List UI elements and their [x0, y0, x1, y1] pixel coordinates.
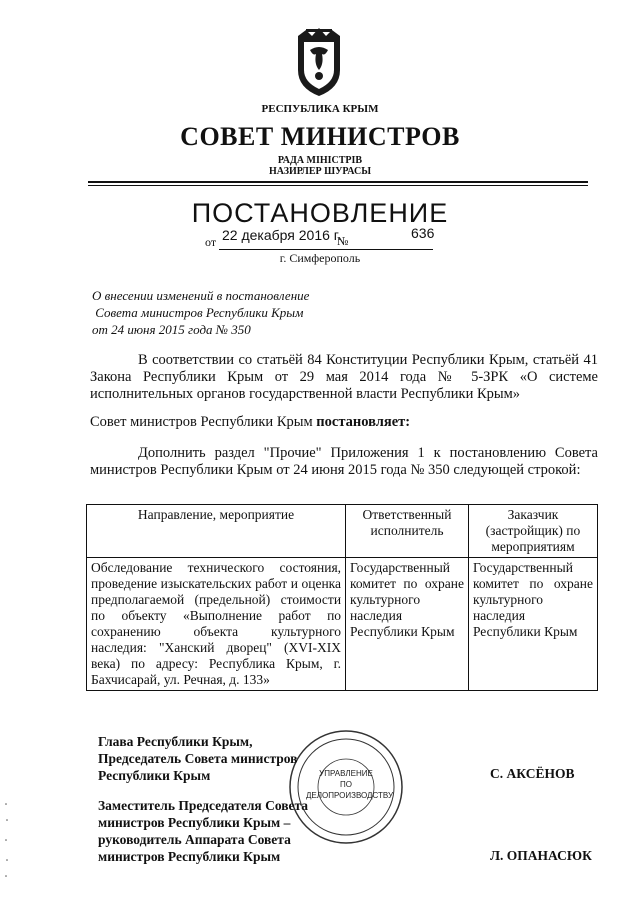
signatory-line: Заместитель Председателя Совета	[98, 798, 309, 813]
table-header: Ответственный исполнитель	[346, 505, 469, 558]
decree-city: г. Симферополь	[279, 251, 361, 265]
table-cell: Государственный комитет по охране культурного наследия Республики Крым	[346, 558, 469, 691]
resolution-keyword: постановляет:	[316, 414, 411, 430]
stamp-line: УПРАВЛЕНИЕ	[319, 769, 373, 778]
resolution-prefix: Совет министров Республики Крым	[90, 414, 317, 430]
table-cell: Государственный комитет по охране культурного наследия Республики Крым	[468, 558, 597, 691]
decree-date: 22 декабря 2016 г.	[222, 227, 342, 243]
signatory-title-head	[98, 733, 297, 784]
resolution-paragraph	[90, 414, 598, 431]
document-title: ПОСТАНОВЛЕНИЕ	[191, 198, 449, 228]
stamp-text	[306, 768, 394, 801]
header-divider	[88, 181, 588, 183]
council-title-ukrainian: РАДА МІНІСТРІВ	[277, 155, 363, 166]
number-underline	[349, 249, 433, 250]
signatory-title-deputy	[98, 797, 308, 865]
signatory-name-deputy: Л. ОПАНАСЮК	[490, 848, 592, 863]
signatory-line: министров Республики Крым	[98, 849, 281, 864]
table-header-row	[87, 505, 598, 558]
decree-number: 636	[411, 225, 435, 241]
subject-line: от 24 июня 2015 года № 350	[92, 322, 251, 337]
crimea-coat-of-arms-icon	[292, 26, 346, 98]
decree-subject	[92, 287, 392, 338]
header-divider-thin	[88, 185, 588, 186]
number-prefix: №	[337, 234, 349, 248]
stamp-line: ДЕЛОПРОИЗВОДСТВУ	[306, 791, 394, 800]
amendment-table	[86, 504, 598, 691]
table-header: Заказчик (застройщик) по мероприятиям	[468, 505, 597, 558]
subject-line: О внесении изменений в постановление	[92, 288, 310, 303]
table-row	[87, 558, 598, 691]
date-underline	[219, 249, 349, 250]
stamp-line: ПО	[340, 780, 352, 789]
signatory-line: Республики Крым	[98, 768, 211, 783]
table-header: Направление, мероприятие	[87, 505, 346, 558]
signatory-line: Председатель Совета министров	[98, 751, 298, 766]
subject-line: Совета министров Республики Крым	[92, 305, 304, 320]
date-prefix: от	[205, 235, 217, 249]
signatory-name-head: С. АКСЁНОВ	[490, 766, 575, 781]
republic-name: РЕСПУБЛИКА КРЫМ	[261, 103, 379, 115]
signatory-line: министров Республики Крым –	[98, 815, 291, 830]
amendment-paragraph: Дополнить раздел "Прочие" Приложения 1 к постановлению Совета министров Республики Крым от 24 июня 2015 года № 350 следующей строкой:	[90, 445, 598, 478]
council-title: СОВЕТ МИНИСТРОВ	[180, 122, 460, 151]
council-title-crimean-tatar: НАЗИРЛЕР ШУРАСЫ	[268, 166, 372, 177]
preamble-paragraph: В соответствии со статьёй 84 Конституции Республики Крым, статьёй 41 Закона Республики Крым от 29 мая 2014 года № 5-ЗРК «О системе исполнительных органов государственной власти Республики Крым»	[90, 352, 598, 402]
table-cell: Обследование технического состояния, проведение изыскательских работ и оценка предполагаемой (предельной) стоимости по объекту «Выполнение работ по сохранению объекта культурного наследия: "Ханский дворец" (XVI-XIX века) по адресу: Республика Крым, г. Бахчисарай, ул. Речная, д. 133»	[87, 558, 346, 691]
signatory-line: руководитель Аппарата Совета	[98, 832, 291, 847]
signatory-line: Глава Республики Крым,	[98, 734, 253, 749]
scan-margin-marks	[0, 800, 20, 880]
